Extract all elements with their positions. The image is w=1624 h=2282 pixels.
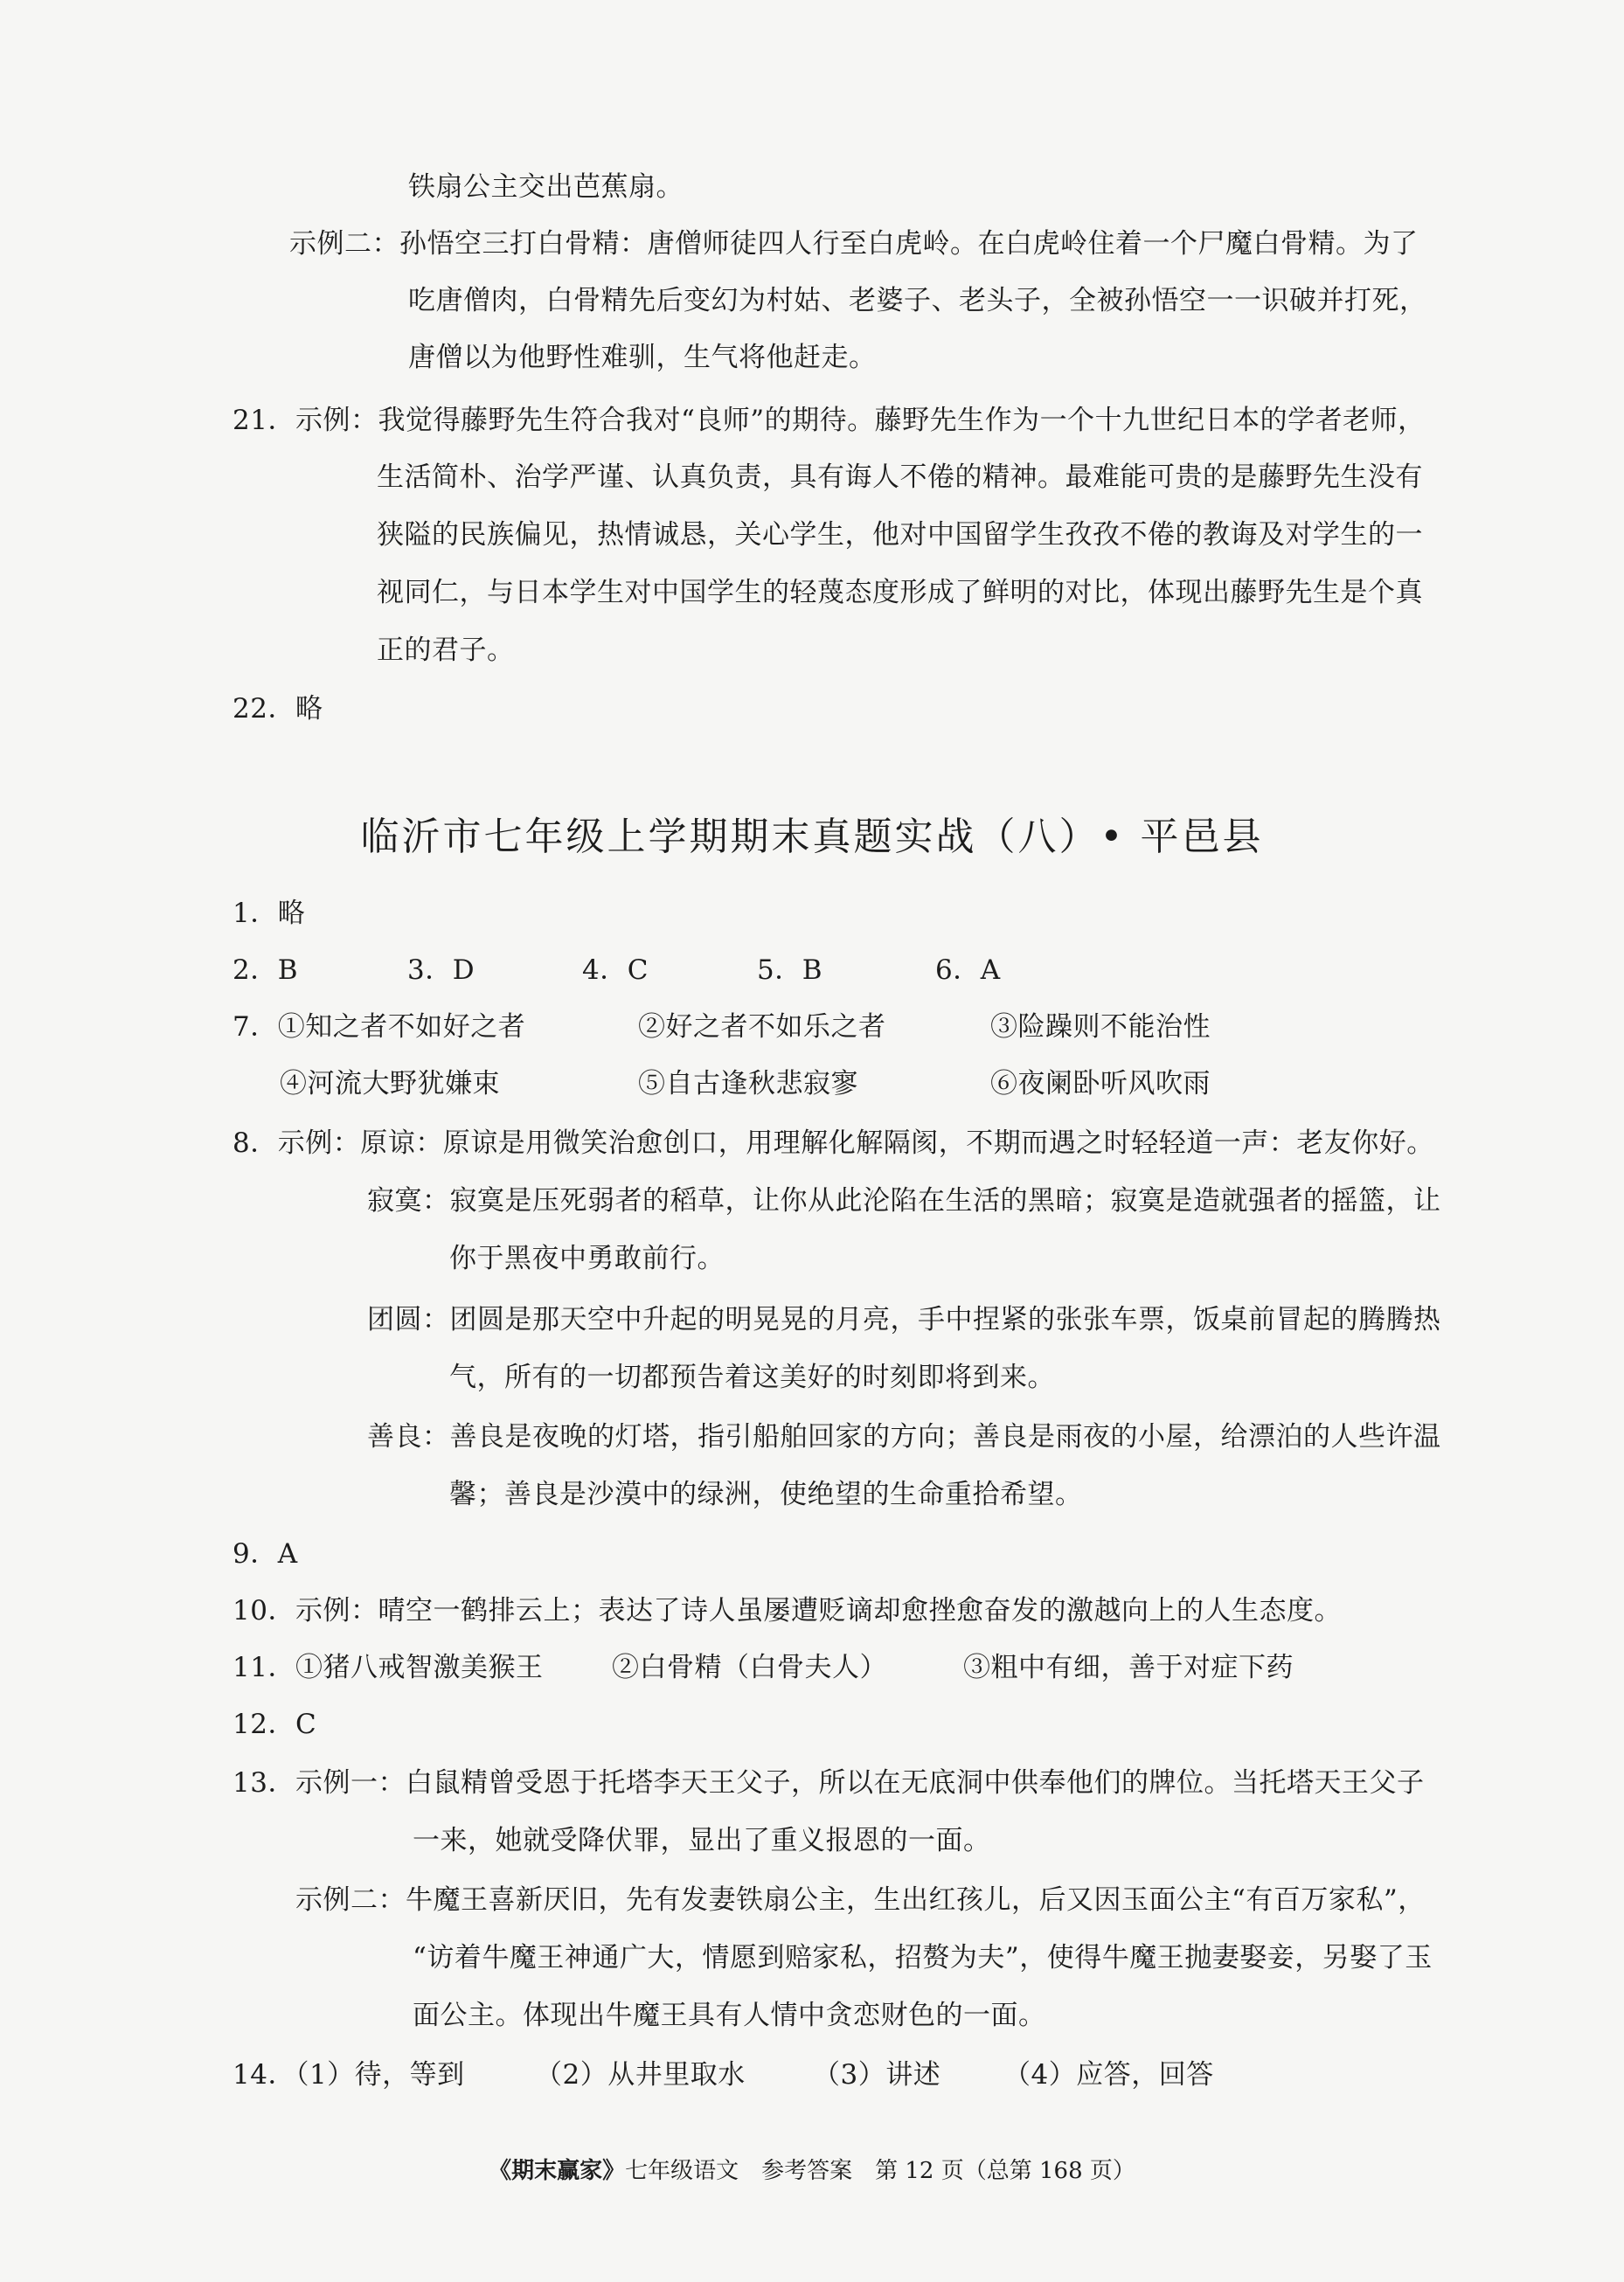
q8-line-1: 8．示例：原谅：原谅是用微笑治愈创口，用理解化解隔阂，不期而遇之时轻轻道一声：老友你好。 bbox=[232, 1127, 1434, 1159]
q1: 1．略 bbox=[232, 898, 306, 929]
q21-line-2: 生活简朴、治学严谨、认真负责，具有诲人不倦的精神。最难能可贵的是藤野先生没有 bbox=[377, 461, 1423, 493]
q7-5: ⑤自古逢秋悲寂寥 bbox=[638, 1068, 858, 1099]
q11-2: ②白骨精（白骨夫人） bbox=[612, 1652, 887, 1683]
q8-line-6: 善良：善良是夜晚的灯塔，指引船舶回家的方向；善良是雨夜的小屋，给漂泊的人些许温 bbox=[367, 1421, 1441, 1453]
q14-1: 14．（1）待，等到 bbox=[232, 2059, 465, 2091]
q12: 12．C bbox=[232, 1709, 317, 1740]
q21-line-3: 狭隘的民族偏见，热情诚恳，关心学生，他对中国留学生孜孜不倦的教诲及对学生的一 bbox=[377, 519, 1423, 551]
q13-line-5: 面公主。体现出牛魔王具有人情中贪恋财色的一面。 bbox=[413, 2000, 1046, 2031]
q2: 2．B bbox=[232, 954, 299, 986]
q8-line-4: 团圆：团圆是那天空中升起的明晃晃的月亮，手中捏紧的张张车票，饭桌前冒起的腾腾热 bbox=[367, 1304, 1441, 1335]
q21-line-1: 21．示例：我觉得藤野先生符合我对“良师”的期待。藤野先生作为一个十九世纪日本的学者老师， bbox=[232, 405, 1426, 436]
q8-line-7: 馨；善良是沙漠中的绿洲，使绝望的生命重拾希望。 bbox=[449, 1479, 1083, 1510]
q22: 22．略 bbox=[232, 693, 323, 725]
q7-6: ⑥夜阑卧听风吹雨 bbox=[990, 1068, 1211, 1099]
q8-line-2: 寂寞：寂寞是压死弱者的稻草，让你从此沦陷在生活的黑暗；寂寞是造就强者的摇篮，让 bbox=[367, 1185, 1441, 1217]
s1-line-3: 吃唐僧肉，白骨精先后变幻为村姑、老婆子、老头子，全被孙悟空一一识破并打死， bbox=[408, 285, 1427, 316]
q11-3: ③粗中有细，善于对症下药 bbox=[963, 1652, 1294, 1683]
page-footer bbox=[0, 2156, 1624, 2186]
s1-line-1: 铁扇公主交出芭蕉扇。 bbox=[408, 171, 684, 203]
q13-line-2: 一来，她就受降伏罪，显出了重义报恩的一面。 bbox=[413, 1825, 991, 1856]
q8-line-3: 你于黑夜中勇敢前行。 bbox=[449, 1243, 725, 1274]
q13-line-3: 示例二：牛魔王喜新厌旧，先有发妻铁扇公主，生出红孩儿，后又因玉面公主“有百万家私”， bbox=[295, 1884, 1426, 1916]
q13-line-1: 13．示例一：白鼠精曾受恩于托塔李天王父子，所以在无底洞中供奉他们的牌位。当托塔天王父子 bbox=[232, 1767, 1425, 1799]
q11-1: 11．①猪八戒智激美猴王 bbox=[232, 1652, 544, 1683]
s1-line-2: 示例二：孙悟空三打白骨精：唐僧师徒四人行至白虎岭。在白虎岭住着一个尸魔白骨精。为了 bbox=[289, 228, 1419, 260]
q4: 4．C bbox=[582, 954, 649, 986]
q13-line-4: “访着牛魔王神通广大，情愿到赔家私，招赘为夫”，使得牛魔王抛妻娶妾，另娶了玉 bbox=[413, 1942, 1433, 1973]
q14-2: （2）从井里取水 bbox=[535, 2059, 746, 2091]
q10: 10．示例：晴空一鹤排云上；表达了诗人虽屡遭贬谪却愈挫愈奋发的激越向上的人生态度。 bbox=[232, 1595, 1342, 1627]
q7-1: 7．①知之者不如好之者 bbox=[232, 1011, 526, 1043]
footer-book-title: 《期末赢家》 bbox=[489, 2158, 626, 2184]
q5: 5．B bbox=[757, 954, 823, 986]
q3: 3．D bbox=[407, 954, 475, 986]
q7-3: ③险躁则不能治性 bbox=[990, 1011, 1211, 1043]
s1-line-4: 唐僧以为他野性难驯，生气将他赶走。 bbox=[408, 342, 877, 373]
q14-4: （4）应答，回答 bbox=[1003, 2059, 1214, 2091]
q21-line-5: 正的君子。 bbox=[377, 635, 515, 666]
q14-3: （3）讲述 bbox=[813, 2059, 941, 2091]
section-title: 临沂市七年级上学期期末真题实战（八）• 平邑县 bbox=[360, 815, 1264, 859]
footer-page-info: 七年级语文 参考答案 第 12 页（总第 168 页） bbox=[625, 2158, 1135, 2184]
q7-4: ④河流大野犹嫌束 bbox=[280, 1068, 500, 1099]
q9: 9．A bbox=[232, 1538, 298, 1570]
q6: 6．A bbox=[935, 954, 1001, 986]
q8-line-5: 气，所有的一切都预告着这美好的时刻即将到来。 bbox=[449, 1362, 1055, 1393]
q7-2: ②好之者不如乐之者 bbox=[638, 1011, 886, 1043]
q21-line-4: 视同仁，与日本学生对中国学生的轻蔑态度形成了鲜明的对比，体现出藤野先生是个真 bbox=[377, 577, 1423, 608]
